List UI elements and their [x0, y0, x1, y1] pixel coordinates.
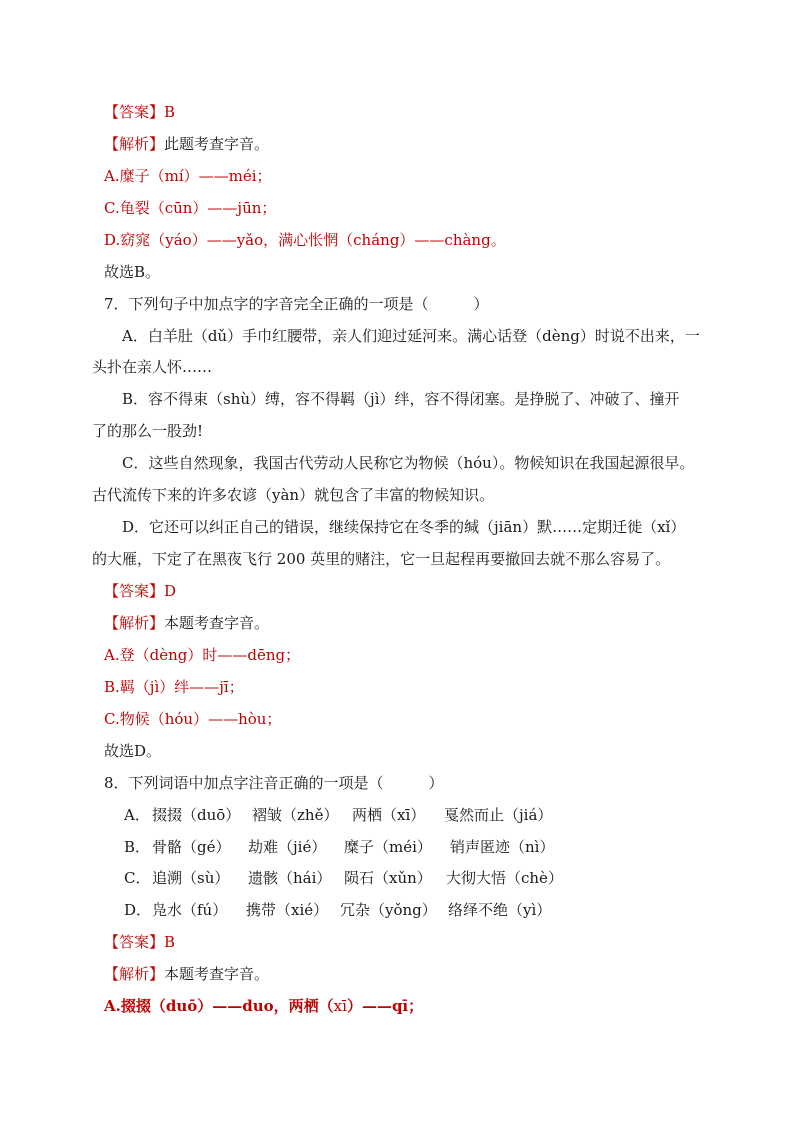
answer-value: B: [164, 103, 176, 121]
q7-option-d-cont: 的大雁，下定了在黑夜飞行 200 英里的赌注，它一旦起程再要撤回去就不那么容易了。: [92, 550, 671, 568]
conclusion: 故选B。: [104, 263, 161, 281]
q8-option-d: D．凫水（fú） 携带（xié） 冗杂（yǒng） 络绎不绝（yì）: [124, 901, 552, 919]
answer-line-1: [104, 102, 794, 122]
answer-tag: 【答案】: [104, 933, 165, 951]
answer-tag: 【答案】: [104, 103, 165, 121]
analysis-tag: 【解析】: [104, 614, 165, 632]
q7-option-d: D．它还可以纠正自己的错误，继续保持它在冬季的缄（jiān）默……定期迁徙（xǐ）: [122, 518, 686, 536]
answer-value: D: [164, 582, 177, 600]
q7-option-c: C．这些自然现象，我国古代劳动人民称它为物候（hóu）。物候知识在我国起源很早。: [122, 454, 695, 472]
q8-option-c: C． 追溯（sù） 遗骸（hái） 陨石（xǔn） 大彻大悟（chè）: [124, 869, 563, 887]
q8-option-b: B． 骨骼（gé） 劫难（jié） 糜子（méi） 销声匿迹（nì）: [124, 838, 555, 856]
analysis-detail: B.羁（jì）绊——jī；: [104, 678, 244, 696]
analysis-detail: D.窈窕（yáo）——yǎo，满心怅惘（cháng）——chàng。: [104, 231, 506, 249]
answer-line-7: [104, 581, 794, 601]
q7-option-c-cont: 古代流传下来的许多农谚（yàn）就包含了丰富的物候知识。: [92, 486, 495, 504]
analysis-detail: C.龟裂（cūn）——jūn；: [104, 199, 277, 217]
q7-option-a: A．白羊肚（dǔ）手巾红腰带，亲人们迎过延河来。满心话登（dèng）时说不出来，一: [122, 327, 700, 345]
analysis-detail: A.登（dèng）时——dēng；: [104, 646, 301, 664]
analysis-line-1: [104, 134, 794, 154]
q8-option-a: A． 掇掇（duō） 褶皱（zhě） 两栖（xī） 戛然而止（jiá）: [124, 806, 553, 824]
analysis-detail: C.物候（hóu）——hòu；: [104, 710, 282, 728]
analysis-line-8: [104, 964, 794, 984]
q7-option-b: B．容不得束（shù）缚，容不得羁（jì）绊，容不得闭塞。是挣脱了、冲破了、撞开: [122, 390, 680, 408]
analysis-tag: 【解析】: [104, 965, 165, 983]
question-7-stem: 7．下列句子中加点字的字音完全正确的一项是（ ）: [104, 295, 489, 313]
analysis-detail: A.糜子（mí）——méi；: [104, 167, 272, 185]
analysis-tag: 【解析】: [104, 135, 165, 153]
q7-option-a-cont: 头扑在亲人怀……: [92, 358, 213, 376]
conclusion: 故选D。: [104, 742, 162, 760]
answer-tag: 【答案】: [104, 582, 165, 600]
question-8-stem: 8．下列词语中加点字注音正确的一项是（ ）: [104, 774, 444, 792]
q7-option-b-cont: 了的那么一股劲!: [92, 422, 204, 440]
analysis-text: 此题考查字音。: [164, 135, 270, 153]
analysis-line-7: [104, 613, 794, 633]
answer-value: B: [164, 933, 176, 951]
analysis-text: 本题考查字音。: [164, 965, 270, 983]
answer-line-8: [104, 932, 794, 952]
analysis-text: 本题考查字音。: [164, 614, 270, 632]
analysis-detail: A.掇掇（duō）——duo，两栖（xī）——qī；: [104, 997, 424, 1015]
